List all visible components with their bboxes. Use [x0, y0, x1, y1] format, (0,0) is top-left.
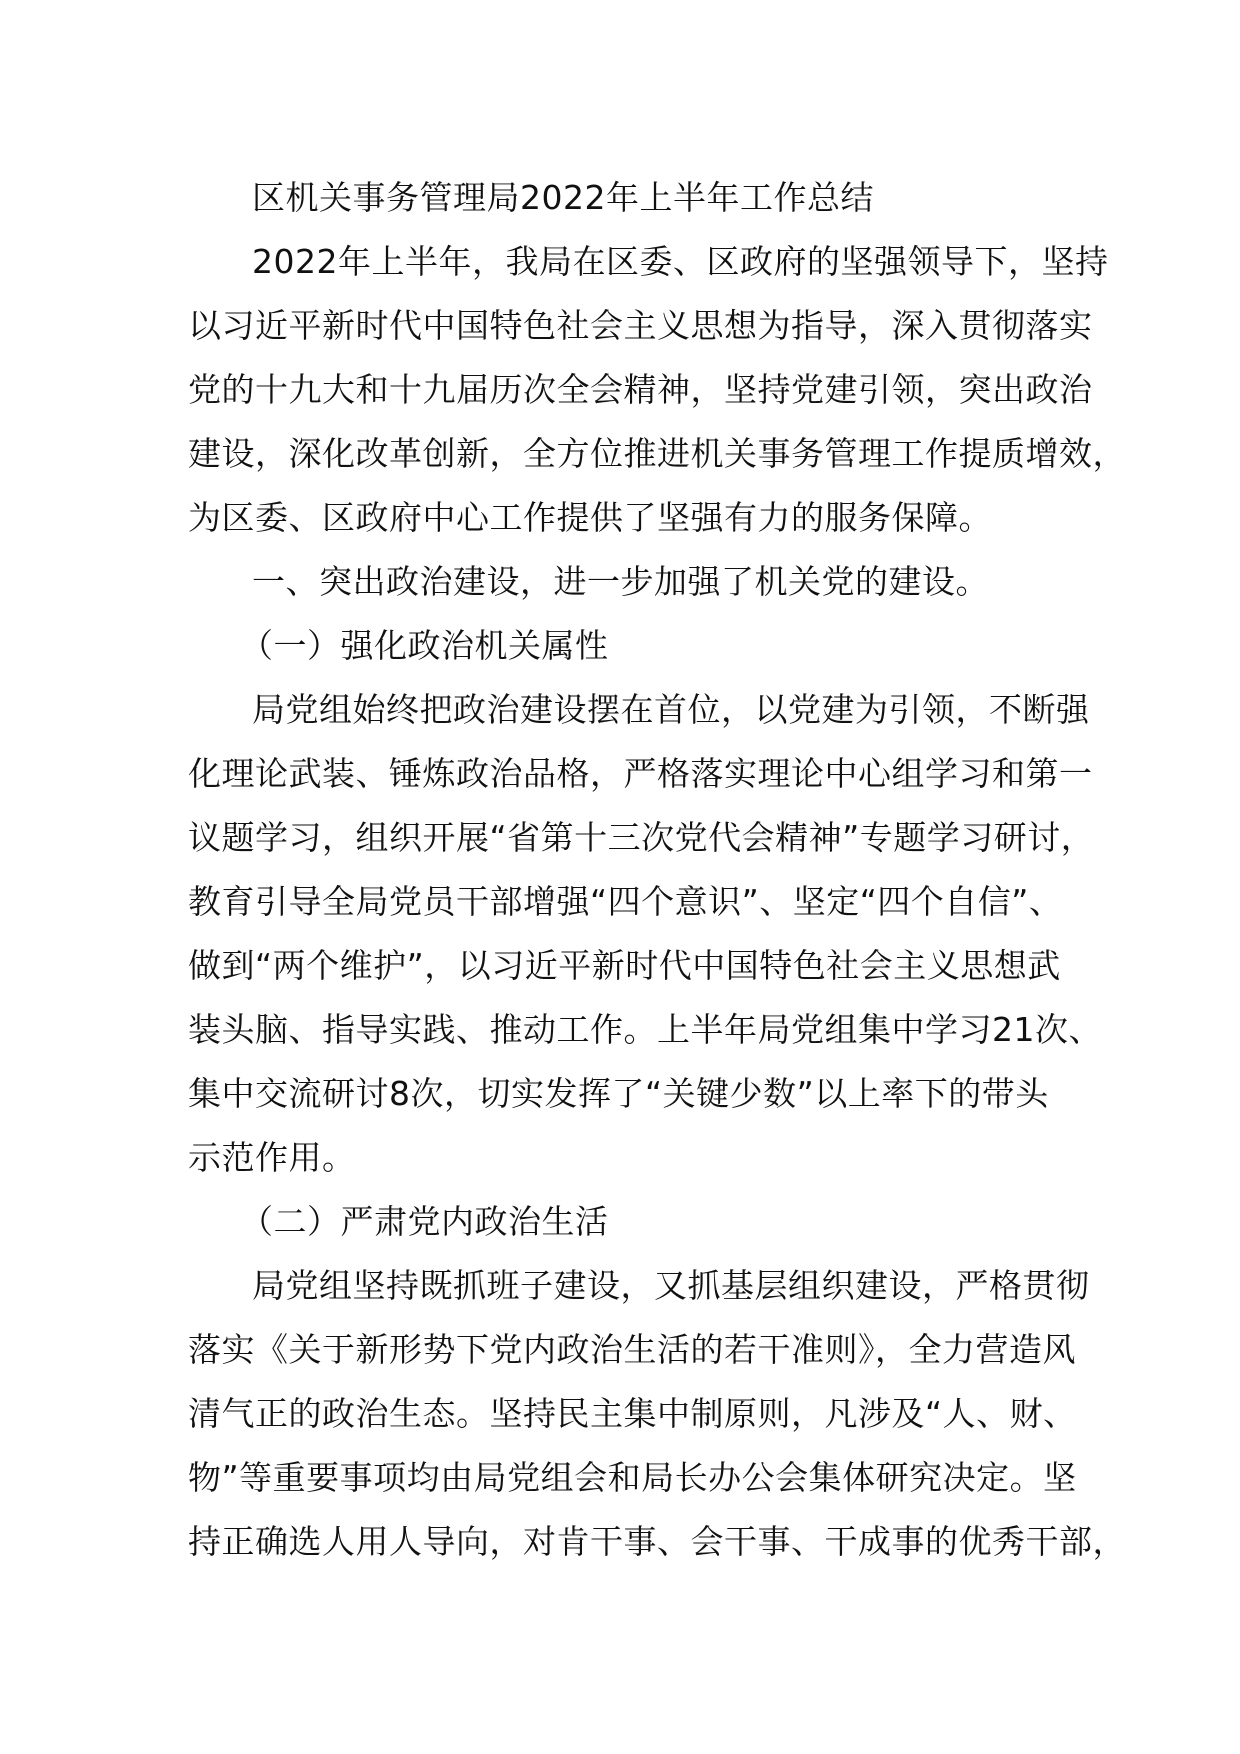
- text-line: 一、突出政治建设，进一步加强了机关党的建设。: [252, 562, 989, 601]
- section-heading-line: （二）严肃党内政治生活: [240, 1202, 609, 1241]
- text-line: 做到“两个维护”，以习近平新时代中国特色社会主义思想武: [188, 946, 1061, 985]
- text-line: 局党组坚持既抓班子建设，又抓基层组织建设，严格贯彻: [252, 1266, 1090, 1305]
- section-heading-line: （一）强化政治机关属性: [240, 626, 609, 665]
- text-line: 局党组始终把政治建设摆在首位，以党建为引领，不断强: [252, 690, 1090, 729]
- document-title: 区机关事务管理局2022年上半年工作总结: [252, 178, 874, 217]
- text-line: 2022年上半年，我局在区委、区政府的坚强领导下，坚持: [252, 242, 1109, 281]
- text-line: 持正确选人用人导向，对肯干事、会干事、干成事的优秀干部，: [188, 1522, 1126, 1561]
- document-body: [188, 166, 1126, 1574]
- text-line: 为区委、区政府中心工作提供了坚强有力的服务保障。: [188, 498, 992, 537]
- text-line: 落实《关于新形势下党内政治生活的若干准则》，全力营造风: [188, 1330, 1076, 1369]
- text-line: 议题学习，组织开展“省第十三次党代会精神”专题学习研讨，: [188, 818, 1095, 857]
- text-line: 集中交流研讨8次，切实发挥了“关键少数”以上率下的带头: [188, 1074, 1049, 1113]
- text-line: 以习近平新时代中国特色社会主义思想为指导，深入贯彻落实: [188, 306, 1093, 345]
- paragraph-lines: [188, 230, 1126, 1574]
- text-line: 化理论武装、锤炼政治品格，严格落实理论中心组学习和第一: [188, 754, 1093, 793]
- text-line: 装头脑、指导实践、推动工作。上半年局党组集中学习21次、: [188, 1010, 1102, 1049]
- text-line: 党的十九大和十九届历次全会精神，坚持党建引领，突出政治: [188, 370, 1093, 409]
- text-line: 示范作用。: [188, 1138, 356, 1177]
- text-line: 建设，深化改革创新，全方位推进机关事务管理工作提质增效，: [188, 434, 1126, 473]
- text-line: 教育引导全局党员干部增强“四个意识”、坚定“四个自信”、: [188, 882, 1063, 921]
- text-line: 物”等重要事项均由局党组会和局长办公会集体研究决定。坚: [188, 1458, 1077, 1497]
- text-line: 清气正的政治生态。坚持民主集中制原则，凡涉及“人、财、: [188, 1394, 1077, 1433]
